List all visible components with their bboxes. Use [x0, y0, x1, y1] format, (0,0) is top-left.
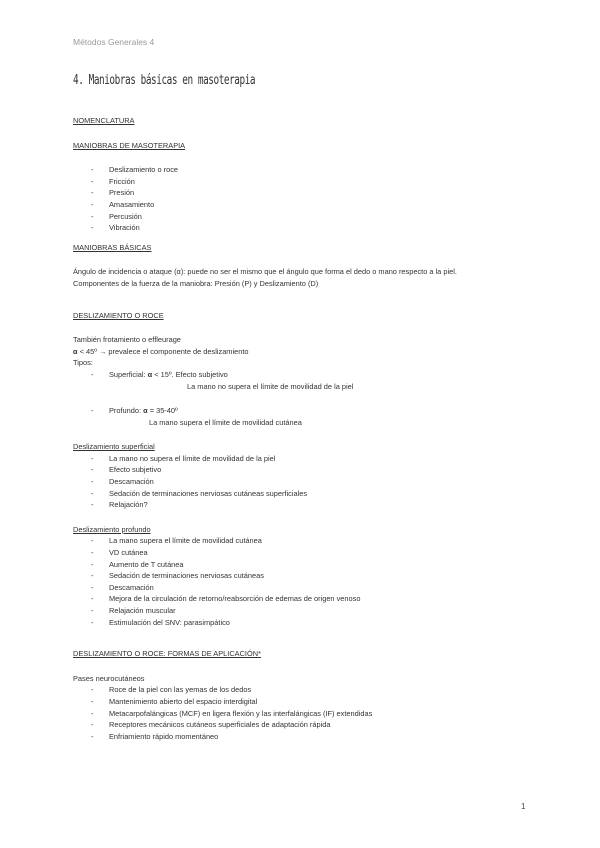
alpha-symbol: α [73, 346, 78, 356]
tipo-profundo-label: Profundo: [109, 406, 144, 416]
paragraph-alpha [73, 346, 533, 358]
list-item: - Amasamiento [73, 199, 533, 211]
tipo-superficial [73, 369, 533, 381]
running-header: Métodos Generales 4 [73, 37, 155, 47]
paragraph-tipos: Tipos: [73, 358, 93, 368]
tipo-superficial-label: Superficial: [109, 369, 148, 379]
page-title: 4. Maniobras básicas en masoterapia [73, 73, 256, 88]
list-item: - Enfriamiento rápido momentáneo [73, 731, 533, 743]
list-item: - Mejora de la circulación de retorno/reabsorción de edemas de origen venoso [73, 593, 533, 605]
list-item: - Mantenimiento abierto del espacio interdigital [73, 696, 533, 708]
list-item: - Efecto subjetivo [73, 464, 533, 476]
tipo-superficial-text: < 15º. Efecto subjetivo [152, 369, 228, 379]
document-body [73, 115, 533, 742]
section-heading-basicas: MANIOBRAS BÁSICAS [73, 242, 152, 252]
section-heading-deslizamiento: DESLIZAMIENTO O ROCE [73, 310, 164, 320]
list-item: - Aumento de T cutánea [73, 559, 533, 571]
tipo-profundo-note: La mano supera el límite de movilidad cutánea [149, 417, 302, 427]
page-number: 1 [521, 802, 526, 811]
tipo-profundo-text: = 35-40º [147, 406, 178, 416]
section-heading-nomenclatura: NOMENCLATURA [73, 116, 135, 125]
list-item: - Roce de la piel con las yemas de los dedos [73, 684, 533, 696]
paragraph-pases: Pases neurocutáneos [73, 673, 145, 683]
list-item: - Sedación de terminaciones nerviosas cutáneas [73, 570, 533, 582]
list-item: - Vibración [73, 222, 533, 234]
list-item: - La mano no supera el límite de movilidad de la piel [73, 453, 533, 465]
list-item: - Fricción [73, 176, 533, 188]
alpha-symbol: α [143, 406, 148, 416]
list-superficial [73, 453, 533, 511]
list-item: - Relajación muscular [73, 605, 533, 617]
list-item: - Presión [73, 187, 533, 199]
list-item: - Estimulación del SNV: parasimpático [73, 617, 533, 629]
list-item: - VD cutánea [73, 547, 533, 559]
paragraph-effleurage: También frotamiento o effleurage [73, 335, 181, 345]
list-profundo [73, 535, 533, 628]
list-item: - Sedación de terminaciones nerviosas cutáneas superficiales [73, 488, 533, 500]
list-item: - La mano supera el límite de movilidad cutánea [73, 535, 533, 547]
subheading-maniobras-masoterapia: MANIOBRAS DE MASOTERAPIA [73, 140, 186, 150]
section-heading-formas: DESLIZAMIENTO O ROCE: FORMAS DE APLICACIÓN* [73, 649, 261, 659]
list-item: - Receptores mecánicos cutáneos superficiales de adaptación rápida [73, 719, 533, 731]
tipo-profundo [73, 405, 533, 417]
subheading-superficial: Deslizamiento superficial [73, 442, 155, 452]
tipo-superficial-note: La mano no supera el límite de movilidad de la piel [187, 381, 354, 391]
paragraph-angulo: Ángulo de incidencia o ataque (α): puede no ser el mismo que el ángulo que forma el dedo o mano respecto a la piel. [73, 267, 457, 277]
list-item: - Descamación [73, 582, 533, 594]
list-item: - Percusión [73, 211, 533, 223]
list-item: - Metacarpofalángicas (MCF) en ligera flexión y las interfalángicas (IF) extendidas [73, 708, 533, 720]
alpha-symbol: α [147, 369, 153, 379]
list-item: - Descamación [73, 476, 533, 488]
paragraph-componentes: Componentes de la fuerza de la maniobra: Presión (P) y Deslizamiento (D) [73, 278, 319, 288]
list-item: - Relajación? [73, 499, 533, 511]
list-formas [73, 684, 533, 742]
list-maniobras [73, 164, 533, 234]
alpha-text: < 45º → prevalece el componente de deslizamiento [77, 346, 249, 356]
subheading-profundo: Deslizamiento profundo [73, 524, 151, 534]
list-item: - Deslizamiento o roce [73, 164, 533, 176]
